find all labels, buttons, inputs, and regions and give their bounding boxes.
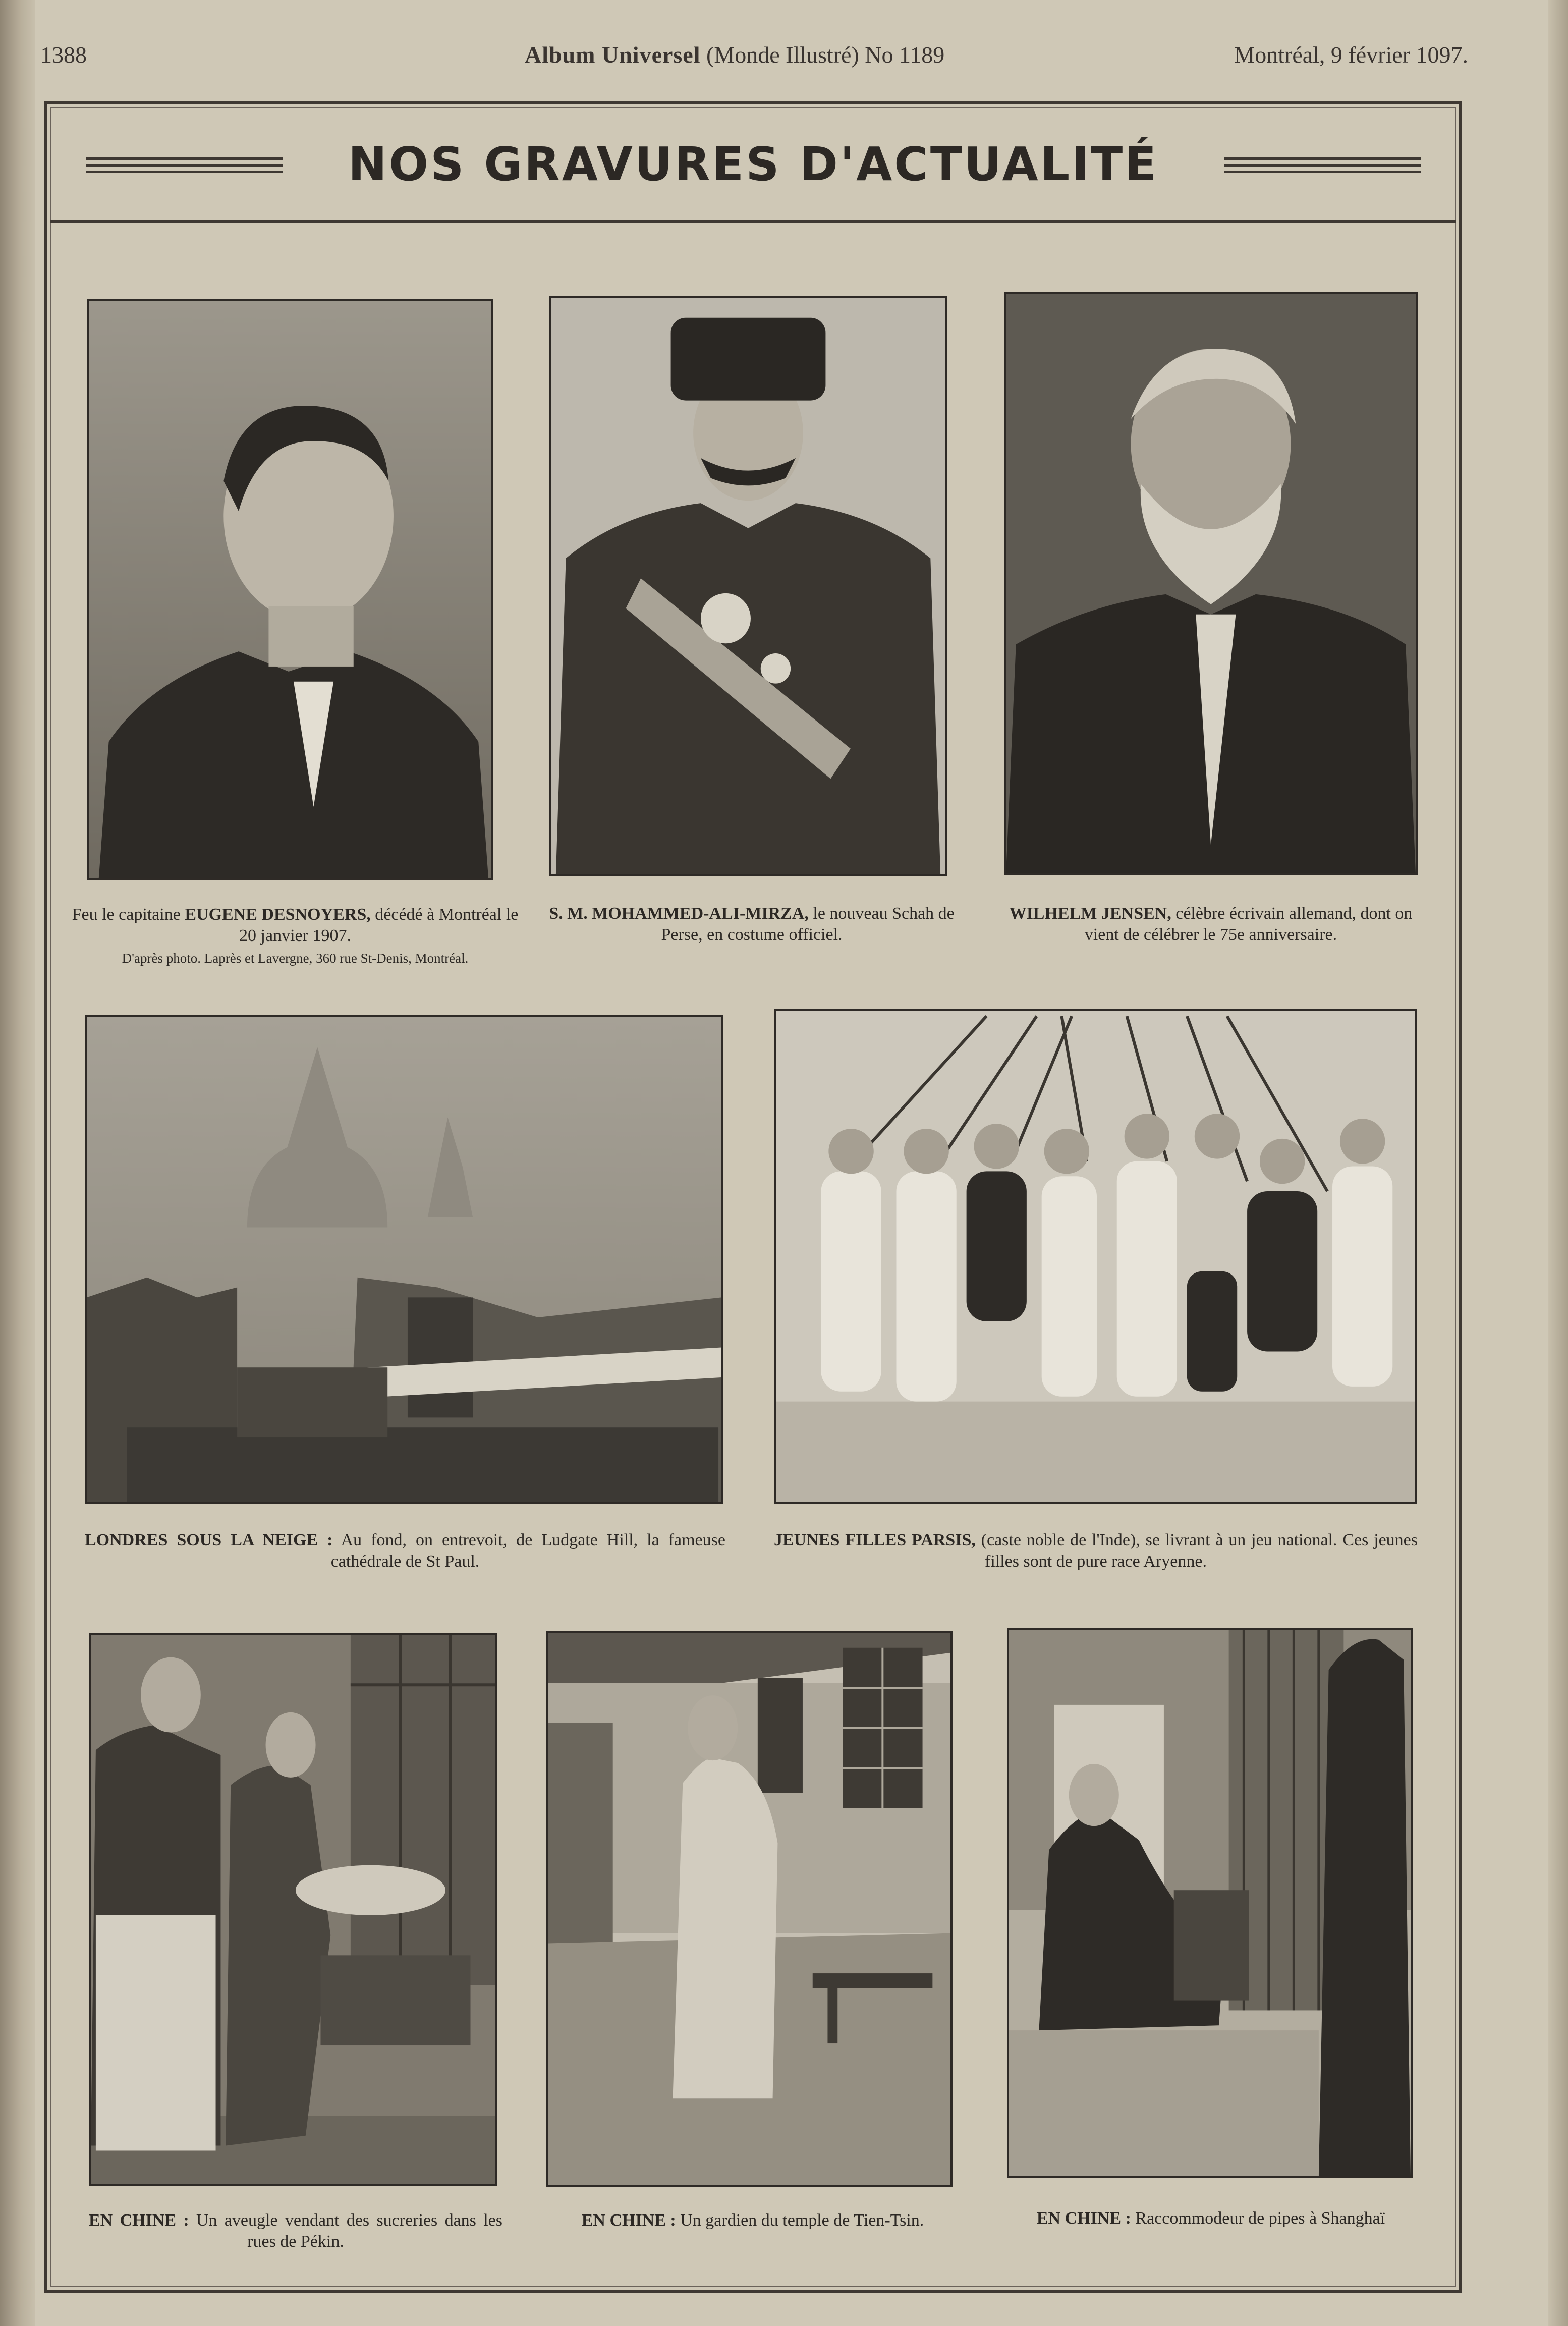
photo-credit: D'après photo. Laprès et Lavergne, 360 rue St-Denis, Montréal. bbox=[122, 951, 469, 966]
photo-desnoyers bbox=[87, 299, 493, 880]
caption-shah bbox=[540, 903, 964, 946]
banner-rule-right bbox=[1224, 157, 1421, 178]
caption-london bbox=[85, 1530, 725, 1572]
caption-text: décédé à Montréal le 20 janvier 1907. bbox=[239, 905, 519, 945]
publication-title: Album Universel bbox=[525, 42, 701, 68]
issue-date: Montréal, 9 février 1097. bbox=[1234, 42, 1468, 68]
issue-number: No 1189 bbox=[865, 42, 945, 68]
publication-subtitle: (Monde Illustré) bbox=[706, 42, 859, 68]
caption-pipe-mender bbox=[1004, 2208, 1418, 2229]
caption-name: LONDRES SOUS LA NEIGE : bbox=[85, 1531, 333, 1549]
page-edge bbox=[1548, 0, 1568, 2326]
running-head bbox=[40, 41, 1468, 82]
section-banner bbox=[50, 107, 1456, 223]
photo-jensen bbox=[1004, 292, 1418, 875]
caption-text: (caste noble de l'Inde), se livrant à un jeu national. Ces jeunes filles sont de pure race Aryenne. bbox=[975, 1531, 1418, 1571]
page-binding bbox=[0, 0, 35, 2326]
photo-parsi-girls bbox=[774, 1009, 1417, 1504]
caption-text: Raccommodeur de pipes à Shanghaï bbox=[1131, 2209, 1385, 2228]
caption-prefix: Feu le capitaine bbox=[72, 905, 185, 924]
caption-text: Un gardien du temple de Tien-Tsin. bbox=[676, 2211, 924, 2230]
caption-name: JEUNES FILLES PARSIS, bbox=[774, 1531, 976, 1549]
section-title: NOS GRAVURES D'ACTUALITÉ bbox=[348, 137, 1159, 191]
publication-line bbox=[525, 41, 944, 68]
photo-candy-seller bbox=[89, 1633, 497, 2186]
caption-name: EN CHINE : bbox=[1036, 2209, 1131, 2228]
caption-text: Un aveugle vendant des sucreries dans les rues de Pékin. bbox=[189, 2211, 502, 2251]
caption-parsi bbox=[774, 1530, 1418, 1572]
page-number: 1388 bbox=[40, 42, 87, 68]
caption-candy-seller bbox=[89, 2210, 502, 2252]
photo-shah bbox=[549, 296, 947, 876]
caption-name: EUGENE DESNOYERS, bbox=[185, 905, 371, 924]
caption-temple-guard bbox=[546, 2210, 960, 2231]
photo-temple-guard bbox=[546, 1631, 953, 2187]
caption-text: le nouveau Schah de Perse, en costume officiel. bbox=[661, 904, 955, 944]
caption-jensen bbox=[1001, 903, 1420, 946]
caption-name: WILHELM JENSEN, bbox=[1009, 904, 1171, 923]
caption-desnoyers bbox=[71, 904, 520, 968]
caption-name: EN CHINE : bbox=[89, 2211, 189, 2230]
caption-name: EN CHINE : bbox=[581, 2211, 676, 2230]
photo-pipe-mender bbox=[1007, 1628, 1413, 2178]
caption-name: S. M. MOHAMMED-ALI-MIRZA, bbox=[549, 904, 809, 923]
caption-text: célèbre écrivain allemand, dont on vient de célébrer le 75e anniversaire. bbox=[1084, 904, 1413, 944]
photo-london-snow bbox=[85, 1015, 723, 1504]
caption-text: Au fond, on entrevoit, de Ludgate Hill, la fameuse cathédrale de St Paul. bbox=[330, 1531, 725, 1571]
